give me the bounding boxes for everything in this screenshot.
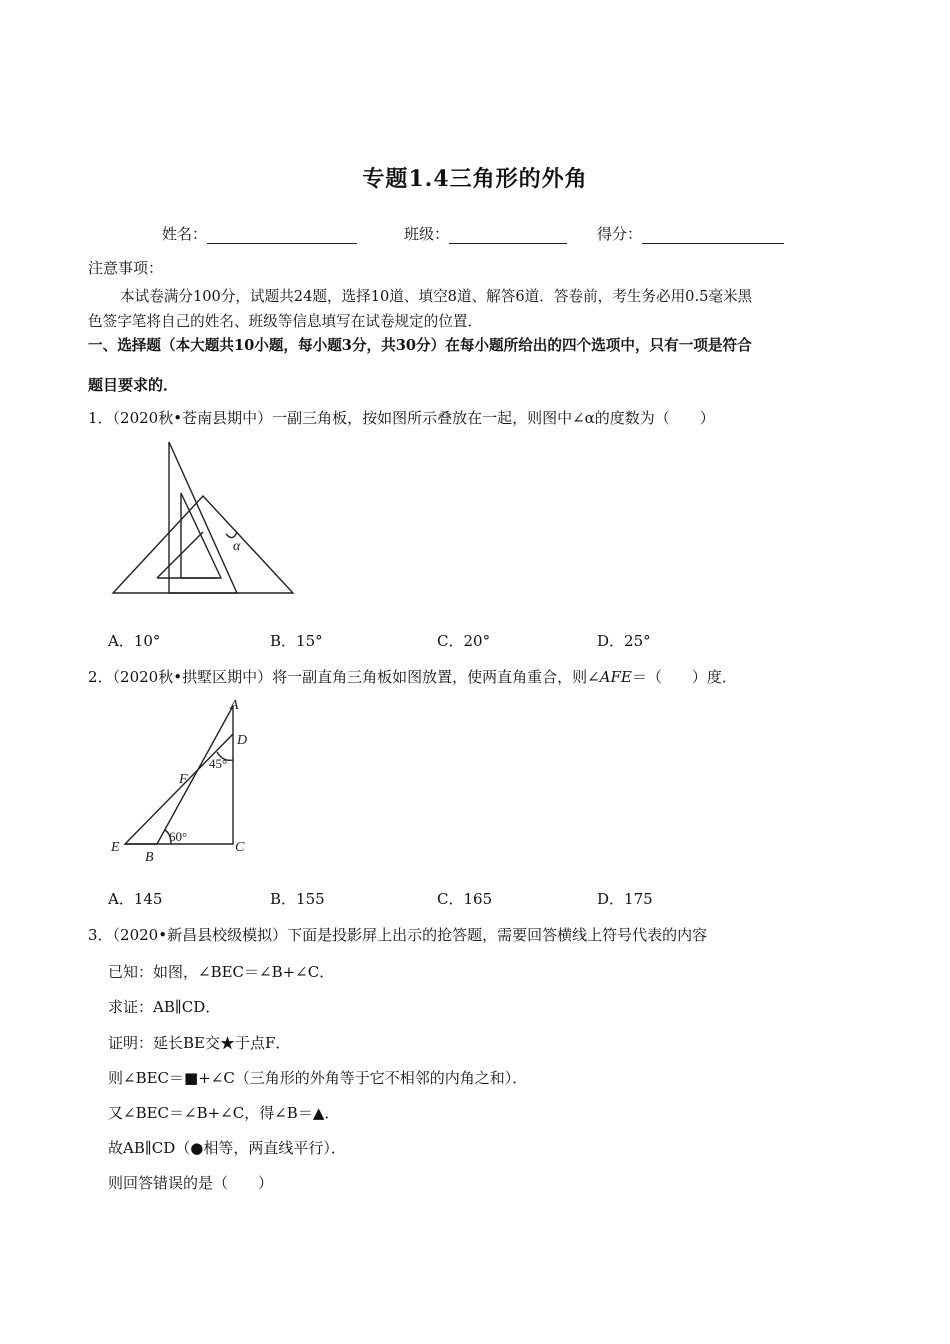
q3-proof-line-3: 又∠BEC＝∠B+∠C，得∠B＝▲． — [108, 1104, 340, 1122]
q3-ask: 则回答错误的是（ ） — [108, 1174, 274, 1192]
q1-option-a[interactable]: A．10° — [108, 632, 161, 650]
q2-stem — [88, 666, 737, 687]
q1-stem — [88, 407, 715, 428]
q2-label-e: E — [111, 840, 120, 855]
q2-label-b: B — [145, 850, 154, 865]
q3-stem — [88, 924, 707, 945]
class-label: 班级： — [404, 225, 450, 243]
class-blank[interactable] — [449, 229, 567, 244]
q2-label-f: F — [179, 772, 188, 787]
q2-text-var: AFE — [599, 668, 632, 686]
notice-line-1: 本试卷满分100分，试题共24题，选择10道、填空8道、解答6道．答卷前，考生务必用0.5毫米黑 — [120, 288, 753, 305]
q1-triangle-outer — [169, 442, 237, 593]
q3-proof-line-1: 证明：延长BE交★于点F． — [108, 1034, 291, 1052]
q2-label-c: C — [235, 840, 245, 855]
q1-triangle-inner — [181, 493, 221, 578]
q1-alpha-label: α — [233, 539, 241, 554]
q1-text: （2020秋•苍南县期中）一副三角板，按如图所示叠放在一起，则图中∠α的度数为（ ） — [112, 409, 715, 427]
q2-number: 2． — [88, 668, 113, 686]
q1-option-d[interactable]: D．25° — [597, 632, 651, 650]
q2-label-60: 60° — [169, 829, 188, 844]
name-field — [162, 223, 357, 244]
q2-option-b[interactable]: B．155 — [270, 890, 325, 908]
q3-prove: 求证：AB∥CD． — [108, 998, 221, 1016]
q3-proof-line-2: 则∠BEC＝■+∠C（三角形的外角等于它不相邻的内角之和）． — [108, 1069, 528, 1087]
q3-number: 3． — [88, 926, 113, 944]
q2-option-c[interactable]: C．165 — [437, 890, 493, 908]
notice-line-2: 色签字笔将自己的姓名、班级等信息填写在试卷规定的位置． — [88, 313, 483, 330]
q2-label-d: D — [237, 733, 248, 748]
q2-figure — [105, 694, 265, 868]
section-heading-line-1: 一、选择题（本大题共10小题，每小题3分，共30分）在每小题所给出的四个选项中，只有一项是符合 — [88, 337, 752, 354]
q3-known: 已知：如图，∠BEC＝∠B+∠C． — [108, 963, 335, 981]
q2-option-d[interactable]: D．175 — [597, 890, 653, 908]
page-title: 专题1.4三角形的外角 — [362, 166, 588, 192]
name-blank[interactable] — [207, 229, 357, 244]
score-blank[interactable] — [642, 229, 784, 244]
notice-heading: 注意事项： — [88, 259, 164, 277]
q1-option-c[interactable]: C．20° — [437, 632, 491, 650]
q2-line-ab — [157, 706, 233, 844]
q1-number: 1． — [88, 409, 113, 427]
q1-option-b[interactable]: B．15° — [270, 632, 323, 650]
q2-text-prefix: （2020秋•拱墅区期中）将一副直角三角板如图放置，使两直角重合，则∠ — [112, 668, 600, 686]
q2-label-a: A — [230, 698, 239, 713]
q1-angle-arc — [226, 532, 237, 538]
score-field — [597, 223, 784, 244]
q2-option-a[interactable]: A．145 — [108, 890, 163, 908]
section-heading-line-2: 题目要求的． — [88, 376, 179, 394]
q3-text: （2020•新昌县校级模拟）下面是投影屏上出示的抢答题，需要回答横线上符号代表的内容 — [112, 926, 708, 944]
score-label: 得分： — [597, 225, 643, 243]
q3-proof-line-4: 故AB∥CD（●相等，两直线平行）． — [108, 1139, 346, 1157]
name-label: 姓名： — [162, 225, 208, 243]
q2-text-suffix: ＝（ ）度． — [631, 668, 737, 686]
q2-label-45: 45° — [209, 756, 228, 771]
class-field — [404, 223, 567, 244]
q1-figure — [105, 436, 305, 602]
